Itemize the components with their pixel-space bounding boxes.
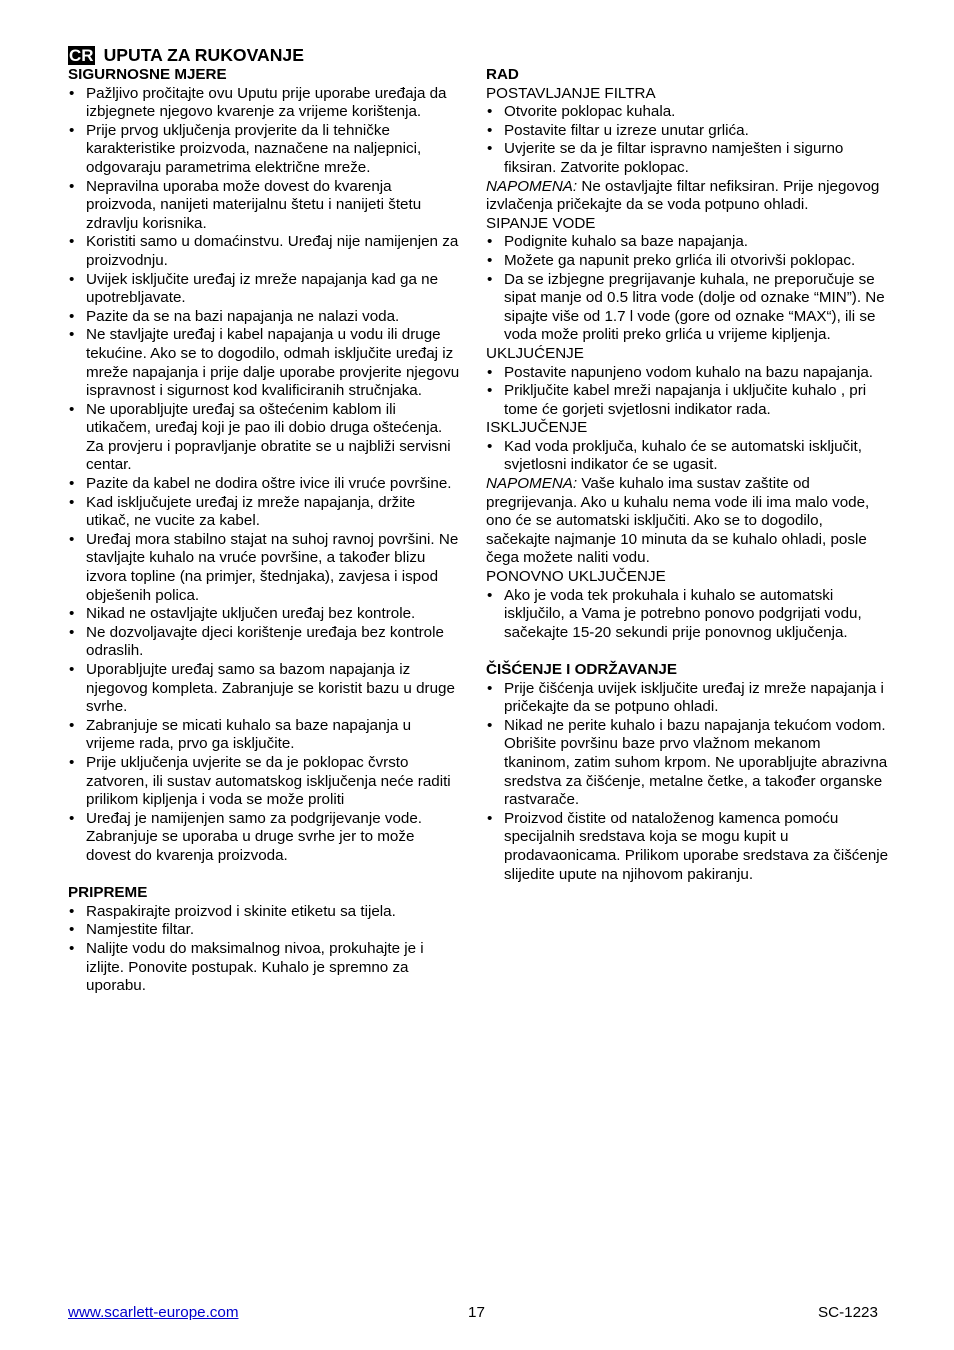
list-item: • Prije prvog uključenja provjerite da li tehničke karakteristike proizvoda, naznačene na naljepnici, odgovaraju parametrima električne mreže. xyxy=(68,122,460,178)
cleaning-list xyxy=(486,680,890,885)
list-item: • Raspakirajte proizvod i skinite etiketu sa tijela. xyxy=(68,903,460,922)
list-item: • Uređaj mora stabilno stajat na suhoj ravnoj površini. Ne stavljajte kuhalo na vruće površine, a također blizu izvora topline (na primjer, štednjaka), zavjesa i ispod obješenih polica. xyxy=(68,531,460,605)
page-number: 17 xyxy=(468,1304,485,1321)
footer-website-link[interactable]: www.scarlett-europe.com xyxy=(68,1304,239,1321)
list-item: • Namjestite filtar. xyxy=(68,921,460,940)
switch-on-subheading: UKLJUĆENJE xyxy=(486,344,584,362)
prep-heading: PRIPREME xyxy=(68,884,148,902)
document-title: UPUTA ZA RUKOVANJE xyxy=(103,45,304,65)
fill-subheading: SIPANJE VODE xyxy=(486,214,596,232)
document-header xyxy=(68,45,460,65)
list-item: • Ne uporabljujte uređaj sa oštećenim kablom ili utikačem, uređaj koji je pao ili dobio druga oštećenja. Za provjeru i popravljanje obratite se u najbliži servisni centar. xyxy=(68,401,460,475)
prep-list xyxy=(68,903,460,996)
list-item: • Uporabljujte uređaj samo sa bazom napajanja iz njegovog kompleta. Zabranjuje se koristit bazu u druge svrhe. xyxy=(68,661,460,717)
switch-off-list xyxy=(486,438,890,475)
list-item: • Ako je voda tek prokuhala i kuhalo se automatski isključilo, a Vama je potrebno ponovo podgrijati vodu, sačekajte 15-20 sekundi prije ponovnog uključenja. xyxy=(486,587,890,643)
list-item: • Pažljivo pročitajte ovu Uputu prije uporabe uređaja da izbjegnete njegovo kvarenje za vrijeme korištenja. xyxy=(68,85,460,122)
spacer xyxy=(486,45,890,66)
spacer xyxy=(68,866,460,885)
spacer xyxy=(486,642,890,661)
list-item: • Da se izbjegne pregrijavanje kuhala, ne preporučuje se sipat manje od 0.5 litra vode (dolje od oznake “MIN”). Ne sipajte više od 1.7 l vode (gore od oznake “MAX“), ili se voda može proliti preko grlića u vrijeme kipljenja. xyxy=(486,271,890,345)
overheat-note xyxy=(486,475,890,568)
fill-list xyxy=(486,233,890,345)
list-item: • Koristiti samo u domaćinstvu. Uređaj nije namijenjen za proizvodnju. xyxy=(68,233,460,270)
list-item: • Nikad ne ostavljajte uključen uređaj bez kontrole. xyxy=(68,605,460,624)
list-item: • Prije čišćenja uvijek isključite uređaj iz mreže napajanja i pričekajte da se potpuno ohladi. xyxy=(486,680,890,717)
list-item: • Ne dozvoljavajte djeci korištenje uređaja bez kontrole odraslih. xyxy=(68,624,460,661)
left-column xyxy=(68,45,460,996)
list-item: • Prije uključenja uvjerite se da je poklopac čvrsto zatvoren, ili sustav automatskog isključenja neće raditi prilikom kipljenja i voda se može proliti xyxy=(68,754,460,810)
restart-subheading: PONOVNO UKLJUČENJE xyxy=(486,568,666,586)
list-item: • Možete ga napunit preko grlića ili otvorivši poklopac. xyxy=(486,252,890,271)
right-column xyxy=(486,45,890,884)
list-item: • Uređaj je namijenjen samo za podgrijevanje vode. Zabranjuje se uporaba u druge svrhe jer to može dovest do kvarenja proizvoda. xyxy=(68,810,460,866)
list-item: • Pazite da kabel ne dodira oštre ivice ili vruće površine. xyxy=(68,475,460,494)
list-item: • Zabranjuje se micati kuhalo sa baze napajanja u vrijeme rada, prvo ga isključite. xyxy=(68,717,460,754)
note-text: Vaše kuhalo ima sustav zaštite od pregrijevanja. Ako u kuhalu nema vode ili ima malo vode, ono će se automatski isključiti. Ako se to dogodilo, sačekajte najmanje 10 minuta da se kuhalo ohladi, posle čega možete naliti vodu. xyxy=(486,475,870,567)
list-item: • Kad voda proključa, kuhalo će se automatski isključit, svjetlosni indikator će se ugasit. xyxy=(486,438,890,475)
safety-list xyxy=(68,85,460,866)
restart-list xyxy=(486,587,890,643)
list-item: • Priključite kabel mreži napajanja i uključite kuhalo , pri tome će gorjeti svjetlosni indikator rada. xyxy=(486,382,890,419)
list-item: • Nikad ne perite kuhalo i bazu napajanja tekućom vodom. Obrišite površinu baze prvo vlažnom mekanom tkaninom, zatim suhom krpom. Ne uporabljujte abrazivna sredstva za čišćenje, metalne četke, a također organske rastvarače. xyxy=(486,717,890,810)
operation-heading: RAD xyxy=(486,66,519,83)
list-item: • Nepravilna uporaba može dovest do kvarenja proizvoda, nanijeti materijalnu štetu i nanijeti štetu zdravlju korisnika. xyxy=(68,178,460,234)
model-number: SC-1223 xyxy=(818,1304,878,1321)
note-label: NAPOMENA: xyxy=(486,475,578,493)
note-label: NAPOMENA: xyxy=(486,177,578,195)
list-item: • Kad isključujete uređaj iz mreže napajanja, držite utikač, ne vucite za kabel. xyxy=(68,494,460,531)
filter-note xyxy=(486,178,890,215)
list-item: • Otvorite poklopac kuhala. xyxy=(486,103,890,122)
note-text: Ne ostavljajte filtar nefiksiran. Prije njegovog izvlačenja pričekajte da se voda potpuno ohladi. xyxy=(486,177,880,214)
list-item: • Postavite filtar u izreze unutar grlića. xyxy=(486,122,890,141)
list-item: • Uvijek isključite uređaj iz mreže napajanja kad ga ne upotrebljavate. xyxy=(68,271,460,308)
cleaning-heading: ČIŠĆENJE I ODRŽAVANJE xyxy=(486,661,677,678)
list-item: • Postavite napunjeno vodom kuhalo na bazu napajanja. xyxy=(486,364,890,383)
list-item: • Proizvod čistite od nataloženog kamenca pomoću specijalnih sredstava koja se mogu kupit u prodavaonicama. Prilikom uporabe sredstava za čišćenje slijedite upute na njihovom pakiranju. xyxy=(486,810,890,884)
list-item: • Nalijte vodu do maksimalnog nivoa, prokuhajte je i izlijte. Ponovite postupak. Kuhalo je spremno za uporabu. xyxy=(68,940,460,996)
switch-off-subheading: ISKLJUČENJE xyxy=(486,419,588,437)
list-item: • Ne stavljajte uređaj i kabel napajanja u vodu ili druge tekućine. Ako se to dogodilo, odmah isključite uređaj iz mreže napajanja i prije dalje uporabe provjerite njegovu ispravnost i sigurnost kod kvalificiranih stručnjaka. xyxy=(68,326,460,400)
switch-on-list xyxy=(486,364,890,420)
safety-heading: SIGURNOSNE MJERE xyxy=(68,66,227,83)
filter-list xyxy=(486,103,890,177)
list-item: • Pazite da se na bazi napajanja ne nalazi voda. xyxy=(68,308,460,327)
list-item: • Podignite kuhalo sa baze napajanja. xyxy=(486,233,890,252)
filter-subheading: POSTAVLJANJE FILTRA xyxy=(486,84,656,102)
language-badge: CR xyxy=(69,45,94,65)
list-item: • Uvjerite se da je filtar ispravno namješten i sigurno fiksiran. Zatvorite poklopac. xyxy=(486,140,890,177)
